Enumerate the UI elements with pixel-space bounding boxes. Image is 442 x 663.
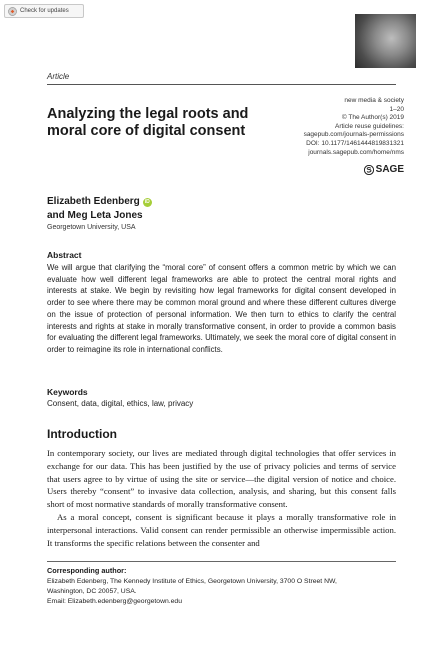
orcid-icon[interactable]: iD bbox=[144, 198, 150, 205]
introduction-body bbox=[47, 447, 396, 549]
introduction-heading: Introduction bbox=[47, 427, 117, 441]
crossmark-icon bbox=[8, 7, 17, 16]
introduction-paragraph-1: In contemporary society, our lives are mediated through digital technologies that offer services in exchange for our data. This has been justified by the use of privacy policies and terms of service that users agree to by virtue of using the site or service—the digital version of notice and choice. Users thereby “consent” to invasive data collection, analysis, and sharing, but this consent falls short of most normative standards of morally transformative consent. bbox=[47, 448, 396, 510]
author-1: Elizabeth Edenberg bbox=[47, 196, 140, 207]
abstract-heading: Abstract bbox=[47, 250, 82, 260]
journal-name: new media & society bbox=[344, 97, 404, 104]
abstract-text: We will argue that clarifying the “moral core” of consent offers a common metric by which we can evaluate how well different legal frameworks are able to protect the central moral rights and interests at stake. We begin by revisiting how legal frameworks for digital consent developed in order to see where there may be common moral ground and where these different cultures diverge on the issue of protection of personal information. We then turn to ethics to clarify the central interests and rights at stake in morally transformative consent, in order to provide a common basis for evaluating the different legal frameworks. Ultimately, we seek the moral core of digital consent in order to reimagine its role in international conflicts. bbox=[47, 263, 396, 354]
author-affiliation: Georgetown University, USA bbox=[47, 224, 136, 231]
check-for-updates-badge[interactable] bbox=[4, 4, 84, 18]
page-range: 1–20 bbox=[389, 105, 404, 113]
introduction-paragraph-2: As a moral concept, consent is significant because it plays a morally transformative role in interpersonal interactions. Valid consent can render permissible an otherwise impermissible action. It transforms the specific relations between the consenter and bbox=[47, 511, 396, 548]
corresponding-author-heading: Corresponding author: bbox=[47, 566, 127, 575]
journal-metadata bbox=[264, 97, 404, 157]
author-list bbox=[47, 195, 152, 223]
header-divider bbox=[47, 84, 396, 85]
journal-cover-image bbox=[355, 14, 416, 68]
corresponding-author-city: Washington, DC 20057, USA. bbox=[47, 588, 137, 595]
author-2: and Meg Leta Jones bbox=[47, 210, 143, 221]
corresponding-author-email[interactable]: Email: Elizabeth.edenberg@georgetown.edu bbox=[47, 598, 182, 605]
publisher-logo bbox=[364, 164, 404, 175]
journal-home-link[interactable]: journals.sagepub.com/home/nms bbox=[308, 148, 404, 156]
corresponding-author-details bbox=[47, 577, 396, 607]
doi-link[interactable]: DOI: 10.1177/1461444819831321 bbox=[306, 139, 404, 147]
article-type-label: Article bbox=[47, 72, 70, 81]
corresponding-author-address: Elizabeth Edenberg, The Kennedy Institute of Ethics, Georgetown University, 3700 O Street NW, bbox=[47, 578, 337, 585]
publisher-name: SAGE bbox=[375, 164, 404, 175]
keywords-heading: Keywords bbox=[47, 387, 88, 397]
copyright-line: © The Author(s) 2019 bbox=[341, 114, 404, 122]
sage-logo-icon bbox=[364, 165, 374, 175]
article-title: Analyzing the legal roots and moral core of digital consent bbox=[47, 106, 249, 139]
reuse-guidelines-label: Article reuse guidelines: bbox=[334, 122, 404, 130]
keywords-text: Consent, data, digital, ethics, law, privacy bbox=[47, 399, 194, 408]
permissions-link[interactable]: sagepub.com/journals-permissions bbox=[303, 131, 404, 139]
footnote-divider bbox=[47, 561, 396, 562]
check-for-updates-label: Check for updates bbox=[20, 8, 69, 14]
